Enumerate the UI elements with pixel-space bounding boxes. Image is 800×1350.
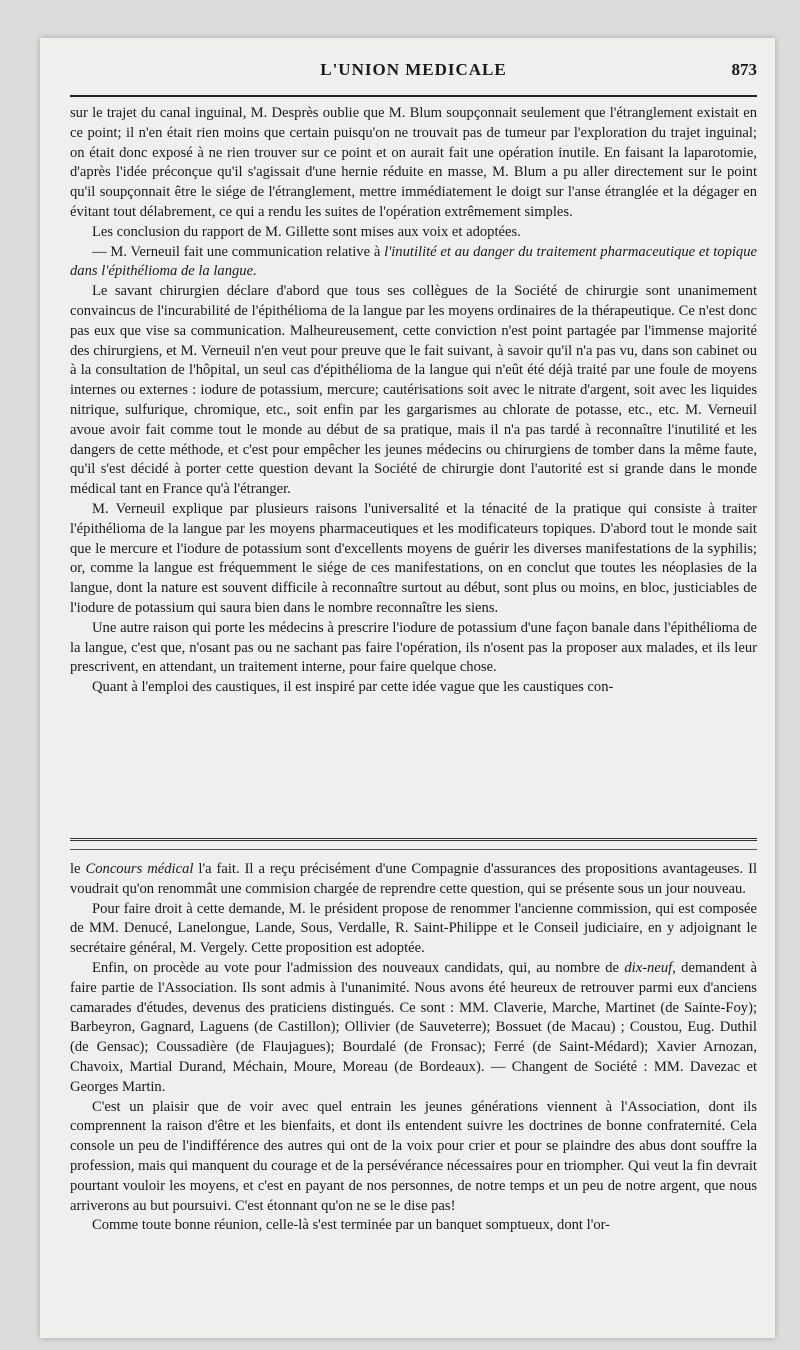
paragraph bbox=[70, 860, 757, 900]
text-run: , demandent à faire partie de l'Association. Ils sont admis à l'unanimité. Nous avons été heureux de retrouver parmi eux d'anciens camarades d'études, devenus des praticiens distingués. Ce sont : MM. Claverie, Marche, Martinet (de Sainte-Foy); Barbeyron, Gagnard, Laguens (de Castillon); Ollivier (de Sauveterre); Bossuet (de Macau) ; Coustou, Eug. Duthil (de Gensac); Coussadière (de Flaujagues); Bourdalé (de Fronsac); Ferré (de Saint-Médard); Xavier Arnozan, Chavoix, Martial Durand, Méchain, Moure, Moreau (de Bordeaux). — Changent de Société : MM. Davezac et Georges Martin. bbox=[70, 959, 757, 1095]
paragraph: Pour faire droit à cette demande, M. le président propose de renommer l'ancienne commission, qui est composée de MM. Denucé, Lanelongue, Lande, Sous, Verdalle, R. Saint-Philippe et le Conseil judiciaire, en y adjoignant le secrétaire général, M. Vergely. Cette proposition est adoptée. bbox=[70, 900, 757, 957]
journal-title: L'UNION MEDICALE bbox=[320, 60, 507, 79]
paragraph bbox=[70, 959, 757, 1098]
journal-name: Concours médical bbox=[85, 861, 194, 877]
paragraph: Quant à l'emploi des caustiques, il est inspiré par cette idée vague que les caustiques con- bbox=[92, 679, 614, 696]
candidate-count: dix-neuf bbox=[624, 959, 673, 976]
text-run: le bbox=[70, 861, 86, 877]
paragraph: Une autre raison qui porte les médecins à prescrire l'iodure de potassium d'une façon banale dans l'épithélioma de la langue, c'est que, n'osant pas ou ne sachant pas faire l'opération, ils n'osent pas la proposer aux malades, et ils leur prescrivent, en attendant, un traitement interne, pour faire quelque chose. bbox=[70, 619, 757, 676]
paragraph: M. Verneuil explique par plusieurs raisons l'universalité et la ténacité de la pratique qui consiste à traiter l'épithélioma de la langue par les moyens pharmaceutiques et les modificateurs topiques. D'abord tout le monde sait que le mercure et l'iodure de potassium sont d'excellents moyens de guérir les diverses manifestations de la syphilis; or, comme la langue est fréquemment le siége de ces manifestations, on en conclut que toutes les néoplasies de la langue, dont la nature est souvent difficile à reconnaître surtout au début, sont plus ou moins, en bloc, justiciables de l'iodure de potassium qui saura bien dans le nombre reconnaître les siens. bbox=[70, 500, 757, 616]
paragraph: Comme toute bonne réunion, celle-là s'est terminée par un banquet somptueux, dont l'or- bbox=[92, 1217, 611, 1234]
upper-article bbox=[70, 104, 757, 698]
lower-article bbox=[70, 860, 757, 1236]
text-run: Enfin, on procède au vote pour l'admission des nouveaux candidats, qui, au nombre de bbox=[92, 959, 625, 976]
paragraph: sur le trajet du canal inguinal, M. Desprès oublie que M. Blum soupçonnait seulement que l'étranglement existait en ce point; il n'en était rien moins que certain puisqu'on ne trouvait pas de tumeur par l'exploration du trajet inguinal; on était donc exposé à ne rien trouver sur ce point et on aurait fait une opération inutile. En faisant la laparotomie, d'après l'idée préconçue qu'il s'agissait d'une hernie réduite en masse, M. Blum a pu aller directement sur le point qu'il soupçonnait être le siége de l'étranglement, mettre immédiatement le doigt sur l'anse étranglée et la dégager en évitant tout délabrement, ce qui a rendu les suites de l'opération extrêmement simples. bbox=[70, 105, 757, 220]
running-header bbox=[70, 58, 757, 92]
communication-title: l'inutilité et au danger du traitement pharmaceutique et topique dans l'épithélioma de la langue. bbox=[70, 243, 757, 280]
paragraph-lead: — M. Verneuil fait une communication relative à bbox=[92, 243, 385, 260]
paragraph bbox=[70, 243, 757, 283]
text-run: l'a fait. Il a reçu précisément d'une Compagnie d'assurances des propositions avantageuses. Il voudrait qu'on renommât une commision chargée de reprendre cette question, qui se présente sous un jour nouveau. bbox=[70, 861, 757, 897]
paragraph: Le savant chirurgien déclare d'abord que tous ses collègues de la Société de chirurgie sont unanimement convaincus de l'incurabilité de l'épithélioma de la langue par les moyens ordinaires de la thérapeutique. Ce n'est donc pas eux que vise sa communication. Malheureusement, cette conviction n'est point partagée par l'immense majorité des chirurgiens, et M. Verneuil n'en veut pour preuve que le fait suivant, à savoir qu'il n'a pas vu, dans son cabinet ou à la consultation de l'hôpital, un seul cas d'épithélioma de la langue qui n'eût été déjà traité par une foule de moyens internes ou externes : iodure de potassium, mercure; cautérisations soit avec le nitrate d'argent, soit avec les liquides nitrique, sulfurique, chromique, etc., soit enfin par les gargarismes au chlorate de potasse, etc., etc. M. Verneuil avoue avoir fait comme tout le monde au début de sa pratique, mais il n'a pas tardé à reconnaître l'inutilité et les dangers de cette méthode, et c'est pour empêcher les jeunes médecins ou chirurgiens de tomber dans la même faute, qu'il s'est décidé à porter cette question devant la Société de chirurgie dont l'autorité est si grande dans le monde médical tant en France qu'à l'étranger. bbox=[70, 283, 757, 498]
journal-page bbox=[40, 38, 775, 1338]
paragraph: C'est un plaisir que de voir avec quel entrain les jeunes générations viennent à l'Association, dont ils comprennent la raison d'être et les bienfaits, et dont ils entendent suivre les doctrines de bonne confraternité. Cela console un peu de l'indifférence des autres qui ont de la voix pour crier et pour se plaindre des abus dont souffre la profession, mais qui manquent du courage et de la persévérance nécessaires pour en triompher. Qui veut la fin devrait pourtant vouloir les moyens, et c'est en payant de nos personnes, de notre temps et un peu de notre argent, que nous arriverons au but poursuivi. C'est étonnant qu'on ne se le dise pas! bbox=[70, 1098, 757, 1214]
paragraph: Les conclusion du rapport de M. Gillette sont mises aux voix et adoptées. bbox=[92, 223, 521, 240]
page-number: 873 bbox=[731, 60, 757, 79]
header-rule bbox=[70, 95, 757, 97]
section-separator bbox=[70, 838, 757, 850]
